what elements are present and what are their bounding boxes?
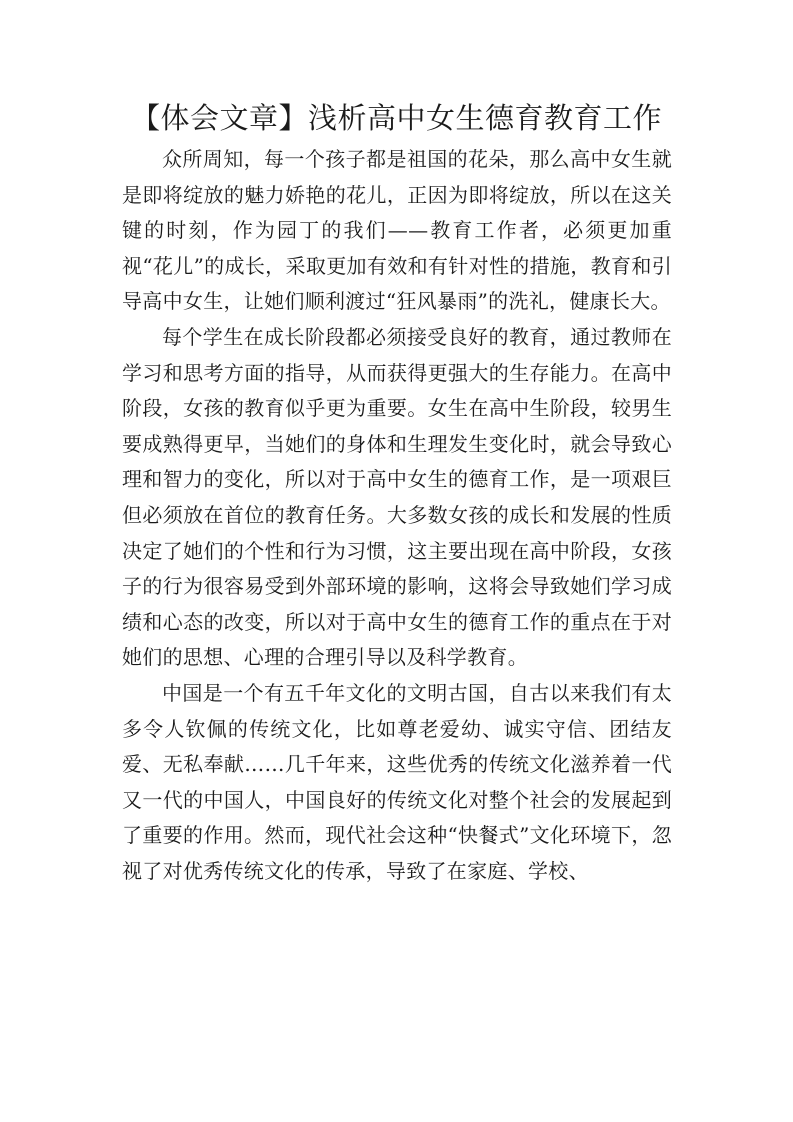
paragraph-1: 众所周知，每一个孩子都是祖国的花朵，那么高中女生就是即将绽放的魅力娇艳的花儿，正因为即将绽放，所以在这关键的时刻，作为园丁的我们——教育工作者，必须更加重视“花儿”的成长，采取更加有效和有针对性的措施，教育和引导高中女生，让她们顺利渡过“狂风暴雨”的洗礼，健康长大。: [122, 147, 672, 314]
document-body: [122, 142, 672, 889]
document-title: 【体会文章】浅析高中女生德育教育工作: [130, 101, 662, 135]
paragraph-2: 每个学生在成长阶段都必须接受良好的教育，通过教师在学习和思考方面的指导，从而获得更强大的生存能力。在高中阶段，女孩的教育似乎更为重要。女生在高中生阶段，较男生要成熟得更早，当她们的身体和生理发生变化时，就会导致心理和智力的变化，所以对于高中女生的德育工作，是一项艰巨但必须放在首位的教育任务。大多数女孩的成长和发展的性质决定了她们的个性和行为习惯，这主要出现在高中阶段，女孩子的行为很容易受到外部环境的影响，这将会导致她们学习成绩和心态的改变，所以对于高中女生的德育工作的重点在于对她们的思想、心理的合理引导以及科学教育。: [122, 324, 672, 670]
paragraph-3: 中国是一个有五千年文化的文明古国，自古以来我们有太多令人钦佩的传统文化，比如尊老爱幼、诚实守信、团结友爱、无私奉献……几千年来，这些优秀的传统文化滋养着一代又一代的中国人，中国良好的传统文化对整个社会的发展起到了重要的作用。然而，现代社会这种“快餐式”文化环境下，忽视了对优秀传统文化的传承，导致了在家庭、学校、: [122, 680, 672, 883]
